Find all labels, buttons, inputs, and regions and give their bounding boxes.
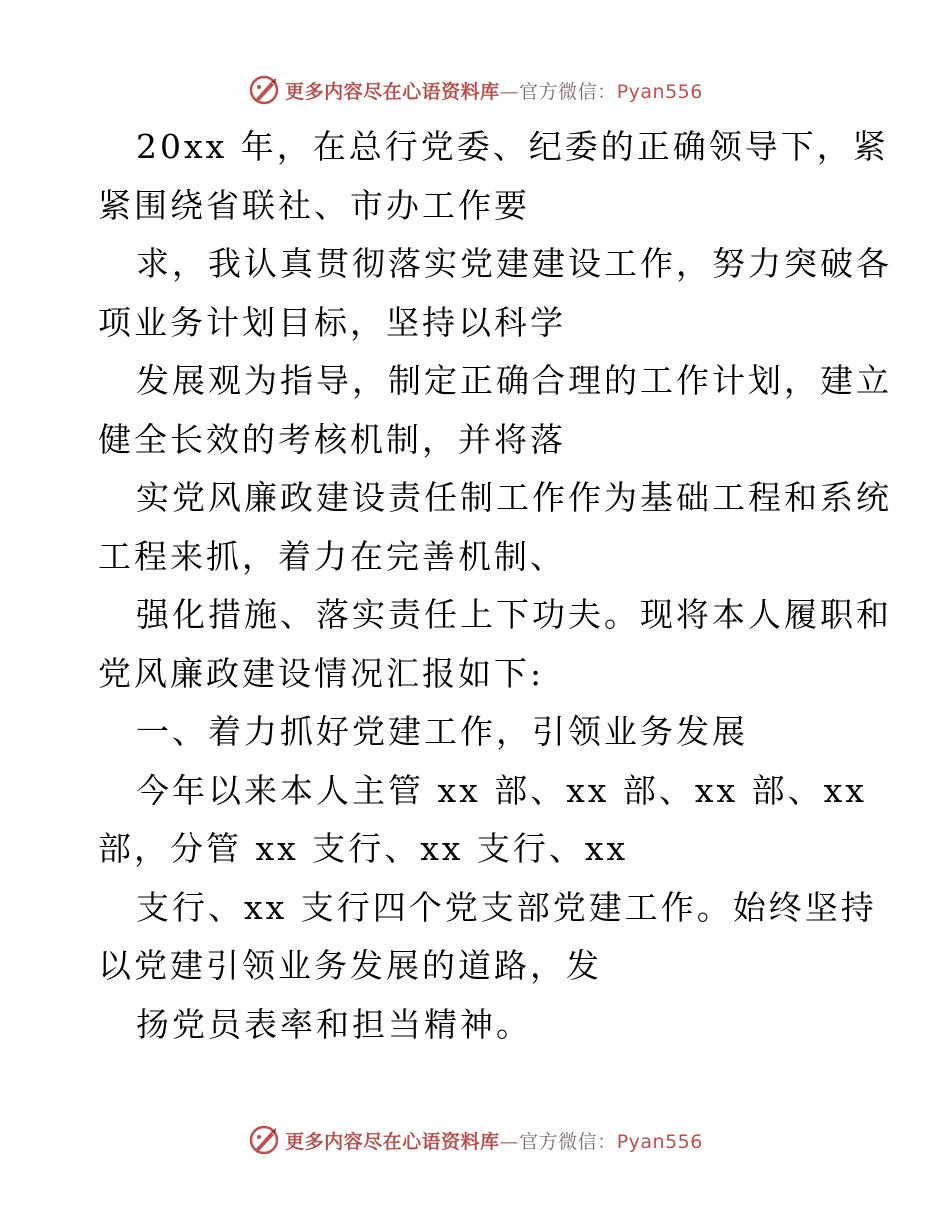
body-line: 紧围绕省联社、市办工作要 — [98, 185, 530, 225]
body-line: 实党风廉政建设责任制工作作为基础工程和系统 — [136, 478, 892, 517]
header-dash: — — [499, 80, 520, 103]
header-banner-text — [285, 77, 703, 104]
header-wechat-id: Pyan556 — [616, 80, 703, 103]
header-site-name: 更多内容尽在心语资料库 — [285, 80, 500, 103]
footer-banner — [0, 1120, 950, 1160]
body-line: 求，我认真贯彻落实党建建设工作，努力突破各 — [136, 244, 892, 283]
body-line: 强化措施、落实责任上下功夫。现将本人履职和 — [136, 595, 892, 634]
footer-site-name: 更多内容尽在心语资料库 — [285, 1130, 500, 1153]
footer-wechat-id: Pyan556 — [616, 1130, 703, 1153]
body-line: 党风廉政建设情况汇报如下: — [98, 653, 545, 693]
body-line: 今年以来本人主管 xx 部、xx 部、xx 部、xx — [136, 770, 867, 810]
footer-banner-text — [285, 1127, 703, 1154]
body-line: 20xx 年，在总行党委、纪委的正确领导下，紧 — [136, 127, 889, 166]
body-line: 支行、xx 支行四个党支部党建工作。始终坚持 — [136, 887, 877, 927]
document-body — [98, 118, 892, 1054]
section-heading: 一、着力抓好党建工作，引领业务发展 — [136, 712, 748, 751]
footer-wechat-label: 官方微信： — [519, 1130, 617, 1153]
quill-pen-logo-icon — [247, 1123, 281, 1157]
body-line: 发展观为指导，制定正确合理的工作计划，建立 — [136, 361, 892, 400]
body-line: 部，分管 xx 支行、xx 支行、xx — [98, 829, 629, 868]
quill-pen-logo-icon — [247, 73, 281, 107]
body-line: 项业务计划目标，坚持以科学 — [98, 302, 566, 342]
header-banner — [0, 70, 950, 110]
body-line: 以党建引领业务发展的道路，发 — [98, 946, 602, 985]
header-wechat-label: 官方微信： — [519, 80, 617, 103]
body-line: 工程来抓，着力在完善机制、 — [98, 536, 566, 576]
body-line: 扬党员表率和担当精神。 — [136, 1004, 532, 1044]
footer-dash: — — [499, 1130, 520, 1153]
body-line: 健全长效的考核机制，并将落 — [98, 419, 566, 459]
